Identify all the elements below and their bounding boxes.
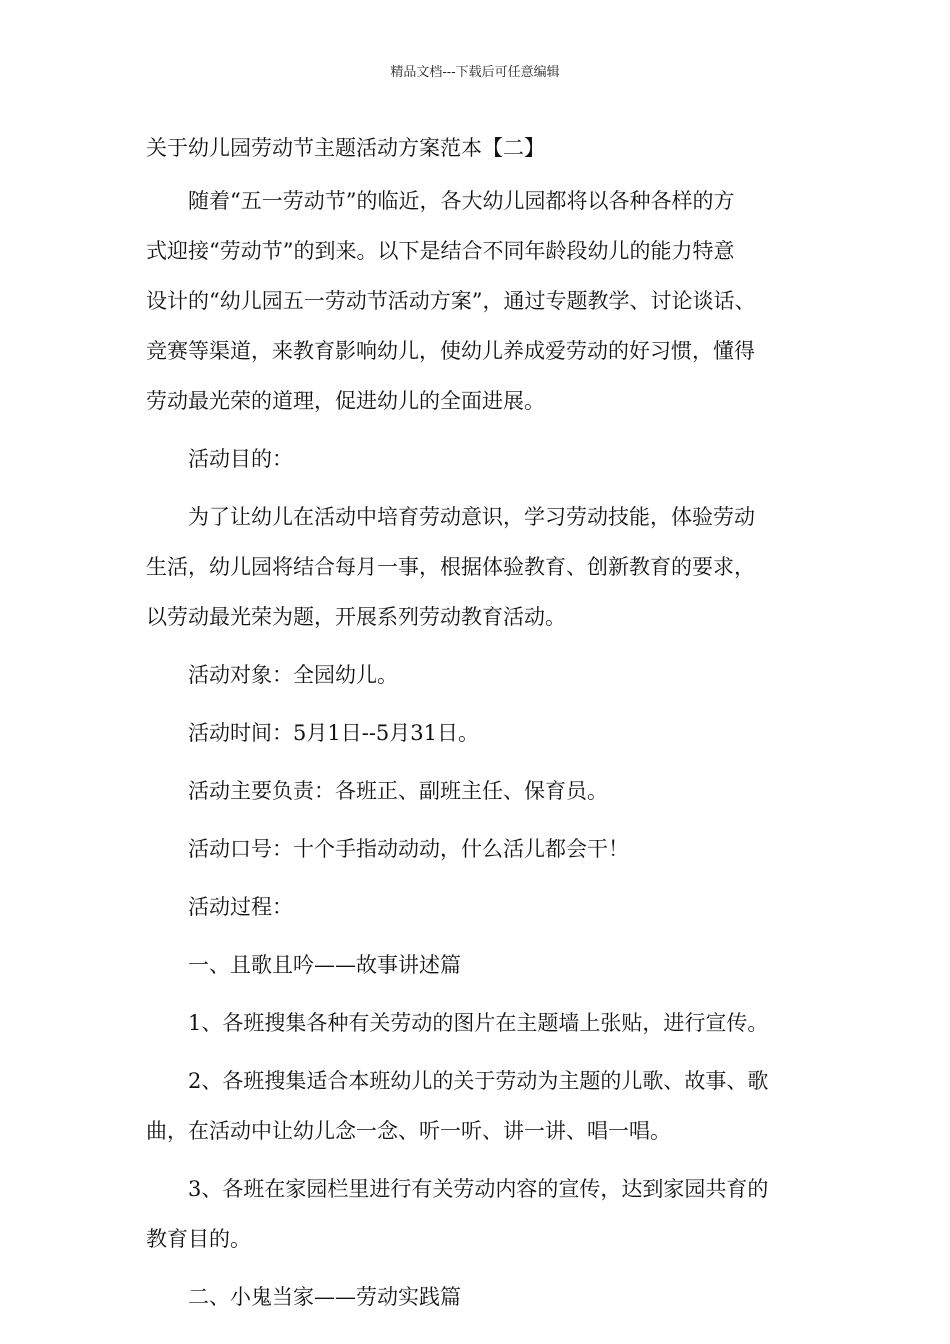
list-item-2-line: 2、各班搜集适合本班幼儿的关于劳动为主题的儿歌、故事、歌 (188, 1069, 769, 1093)
intro-line: 设计的“幼儿园五一劳动节活动方案”，通过专题教学、讨论谈话、 (146, 289, 756, 313)
process-heading: 活动过程： (188, 895, 293, 919)
intro-line: 式迎接“劳动节”的到来。以下是结合不同年龄段幼儿的能力特意 (146, 239, 735, 263)
intro-line: 竞赛等渠道，来教育影响幼儿，使幼儿养成爱劳动的好习惯，懂得 (146, 339, 755, 363)
document-title: 关于幼儿园劳动节主题活动方案范本【二】 (146, 136, 545, 160)
activity-target: 活动对象：全园幼儿。 (188, 663, 398, 687)
goal-line: 生活，幼儿园将结合每月一事，根据体验教育、创新教育的要求， (146, 555, 755, 579)
goal-heading: 活动目的： (188, 447, 293, 471)
section1-heading: 一、且歌且吟——故事讲述篇 (188, 953, 461, 977)
intro-paragraph (146, 176, 826, 426)
goal-line: 以劳动最光荣为题，开展系列劳动教育活动。 (146, 605, 566, 629)
document-body (146, 128, 826, 1330)
list-item-2-line: 曲，在活动中让幼儿念一念、听一听、讲一讲、唱一唱。 (146, 1119, 671, 1143)
intro-line: 劳动最光荣的道理，促进幼儿的全面进展。 (146, 389, 545, 413)
page-header: 精品文档---下载后可任意编辑 (390, 65, 560, 80)
list-item-3-line: 教育目的。 (146, 1227, 251, 1251)
activity-responsible: 活动主要负责：各班正、副班主任、保育员。 (188, 779, 608, 803)
list-item-3-line: 3、各班在家园栏里进行有关劳动内容的宣传，达到家园共育的 (188, 1177, 769, 1201)
list-item-3 (146, 1164, 826, 1264)
goal-paragraph (146, 492, 826, 642)
activity-time: 活动时间：5月1日--5月31日。 (188, 721, 479, 745)
list-item-2 (146, 1056, 826, 1156)
goal-line: 为了让幼儿在活动中培育劳动意识，学习劳动技能，体验劳动 (188, 505, 755, 529)
section2-heading: 二、小鬼当家——劳动实践篇 (188, 1285, 461, 1309)
intro-line: 随着“五一劳动节”的临近，各大幼儿园都将以各种各样的方 (188, 189, 735, 213)
activity-slogan: 活动口号：十个手指动动动，什么活儿都会干！ (188, 837, 629, 861)
list-item-1: 1、各班搜集各种有关劳动的图片在主题墙上张贴，进行宣传。 (188, 1011, 769, 1035)
